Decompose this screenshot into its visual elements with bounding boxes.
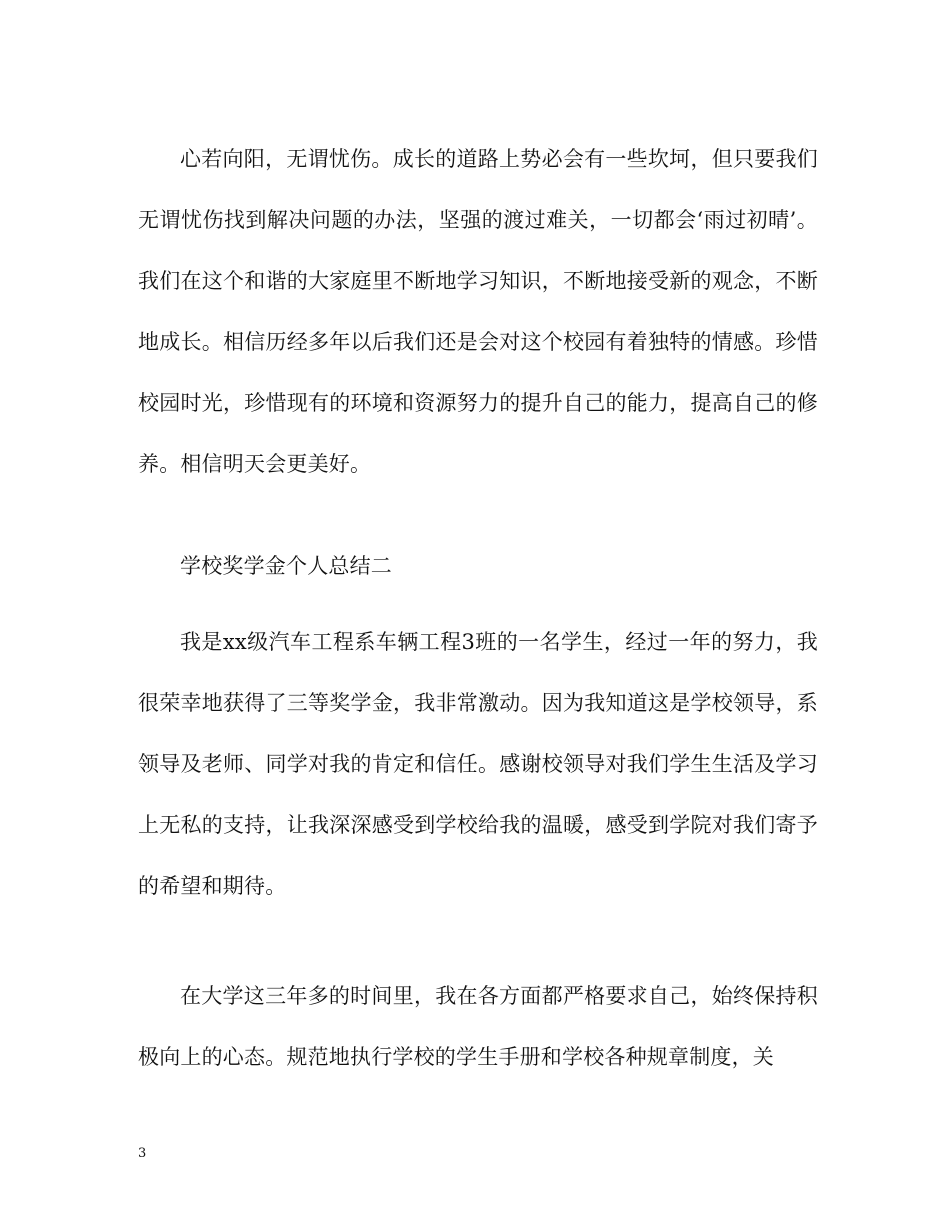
paragraph-conclusion: 心若向阳，无谓忧伤。成长的道路上势必会有一些坎坷，但只要我们无谓忧伤找到解决问题的办法，坚强的渡过难关，一切都会‘雨过初晴’。我们在这个和谐的大家庭里不断地学习知识，不断地接受新的观念，不断地成长。相信历经多年以后我们还是会对这个校园有着独特的情感。珍惜校园时光，珍惜现有的环境和资源努力的提升自己的能力，提高自己的修养。相信明天会更美好。	[138, 147, 818, 476]
paragraph-university-life: 在大学这三年多的时间里，我在各方面都严格要求自己，始终保持积极向上的心态。规范地执行学校的学生手册和学校各种规章制度，关	[138, 984, 818, 1069]
paragraph-introduction: 我是xx级汽车工程系车辆工程3班的一名学生，经过一年的努力，我很荣幸地获得了三等奖学金，我非常激动。因为我知道这是学校领导，系领导及老师、同学对我的肯定和信任。感谢校领导对我们学生生活及学习上无私的支持，让我深深感受到学校给我的温暖，感受到学院对我们寄予的希望和期待。	[138, 630, 818, 898]
page-number: 3	[138, 1146, 147, 1161]
section-heading: 学校奖学金个人总结二	[180, 554, 392, 578]
